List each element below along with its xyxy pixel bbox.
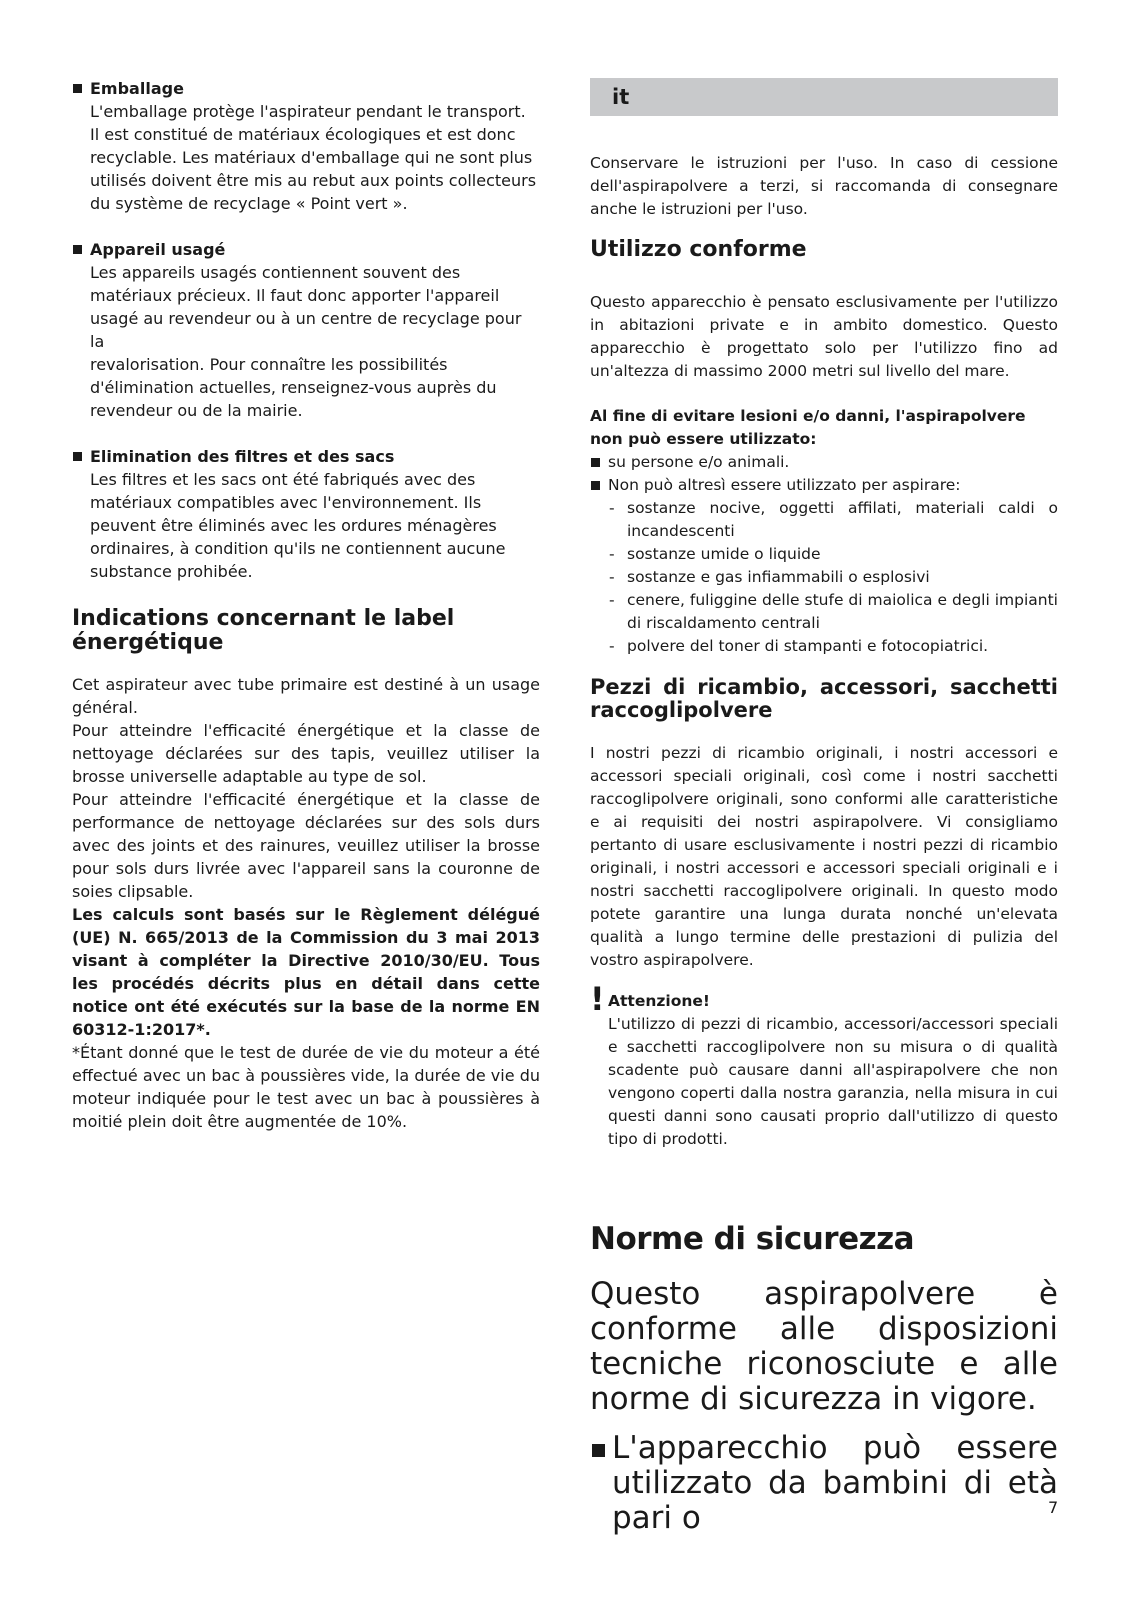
square-bullet-icon xyxy=(591,481,600,490)
list-item: - sostanze umide o liquide xyxy=(609,545,821,563)
language-code: it xyxy=(612,85,630,109)
energy-label-heading: Indications concernant le label énergétique xyxy=(72,606,455,655)
square-bullet-icon xyxy=(73,245,82,254)
safety-statement: Questo aspirapolvere è conforme alle disposizioni tecniche riconosciute e alle norme di sicurezza in vigore. xyxy=(590,1276,1058,1417)
exclamation-icon: ! xyxy=(590,980,605,1018)
disposal-block-old-appliance xyxy=(72,239,540,422)
list-item: - polvere del toner di stampanti e fotocopiatrici. xyxy=(609,637,989,655)
spare-parts-heading: Pezzi di ricambio, accessori, sacchetti raccoglipolvere xyxy=(590,675,1058,722)
list-item: - sostanze e gas infiammabili o esplosivi xyxy=(609,568,930,586)
language-bar xyxy=(590,78,1058,116)
square-bullet-icon xyxy=(592,1444,605,1457)
disposal-block-packaging xyxy=(72,78,540,215)
left-column xyxy=(72,78,540,1133)
restriction-list xyxy=(590,451,1058,497)
energy-paragraph: Pour atteindre l'efficacité énergétique et la classe de performance de nettoyage déclarées sur des sols durs avec des joints et des rainures, veuillez utiliser la brosse pour sols durs livrée avec l'appareil sans la couronne de soies clipsable. xyxy=(72,790,540,901)
page-number: 7 xyxy=(1048,1498,1059,1517)
intended-use-heading: Utilizzo conforme xyxy=(590,237,807,262)
warning-lead: Al fine di evitare lesioni e/o danni, l'aspirapolvere non può essere utilizzato: xyxy=(590,407,1026,448)
spare-parts-text: I nostri pezzi di ricambio originali, i nostri accessori e accessori speciali originali, così come i nostri sacchetti raccoglipolvere originali, sono conformi alle caratteristiche e ai requisiti dei nostri aspirapolvere. Vi consigliamo pertanto di usare esclusivamente i nostri pezzi di ricambio originali, i nostri accessori e accessori speciali originali e i nostri sacchetti raccoglipolvere originali. In questo modo potete garantire una lunga durata nonché un'elevata qualità a lungo termine delle prestazioni di pulizia del vostro aspirapolvere. xyxy=(590,744,1058,969)
energy-paragraph: Cet aspirateur avec tube primaire est destiné à un usage général. xyxy=(72,675,540,717)
block-text: Les filtres et les sacs ont été fabriqués avec des matériaux compatibles avec l'environnement. Ils peuvent être éliminés avec les ordures ménagères ordinaires, à condition qu'ils ne contiennent aucune substance prohibée. xyxy=(90,470,506,581)
substance-list xyxy=(590,497,1058,658)
block-title: Elimination des filtres et des sacs xyxy=(72,446,540,468)
intended-use-text: Questo apparecchio è pensato esclusivamente per l'utilizzo in abitazioni private e in ambito domestico. Questo apparecchio è progettato solo per l'utilizzo fino ad un'altezza di massimo 2000 metri sul livello del mare. xyxy=(590,293,1058,380)
block-text: Les appareils usagés contiennent souvent des matériaux précieux. Il faut donc apporter l'appareil usagé au revendeur ou à un centre de recyclage pour la revalorisation. Pour connaître les possibilités d'élimination actuelles, renseignez-vous auprès du revendeur ou de la mairie. xyxy=(90,263,522,420)
right-column xyxy=(590,78,1058,1536)
energy-paragraph: Pour atteindre l'efficacité énergétique et la classe de nettoyage déclarées sur des tapis, veuillez utiliser la brosse universelle adaptable au type de sol. xyxy=(72,721,540,786)
list-item: su persone e/o animali. xyxy=(590,451,1058,474)
safety-list-item: L'apparecchio può essere utilizzato da bambini di età pari o xyxy=(590,1431,1058,1536)
list-item: - cenere, fuliggine delle stufe di maiolica e degli impianti di riscaldamento centrali xyxy=(609,591,1058,632)
disposal-block-filters xyxy=(72,446,540,583)
square-bullet-icon xyxy=(591,458,600,467)
square-bullet-icon xyxy=(73,452,82,461)
intro-paragraph: Conservare le istruzioni per l'uso. In caso di cessione dell'aspirapolvere a terzi, si raccomanda di consegnare anche le istruzioni per l'uso. xyxy=(590,154,1058,218)
square-bullet-icon xyxy=(73,84,82,93)
list-item: Non può altresì essere utilizzato per aspirare: xyxy=(590,474,1058,497)
energy-regulation-note: Les calculs sont basés sur le Règlement délégué (UE) N. 665/2013 de la Commission du 3 mai 2013 visant à compléter la Directive 2010/30/EU. Tous les procédés décrits plus en détail dans cette notice ont été exécutés sur la base de la norme EN 60312-1:2017*. xyxy=(72,905,540,1039)
list-item: - sostanze nocive, oggetti affilati, materiali caldi o incandescenti xyxy=(609,499,1058,540)
block-title: Emballage xyxy=(72,78,540,100)
safety-heading: Norme di sicurezza xyxy=(590,1221,915,1257)
block-text: L'emballage protège l'aspirateur pendant le transport. Il est constitué de matériaux écologiques et est donc recyclable. Les matériaux d'emballage qui ne sont plus utilisés doivent être mis au rebut aux points collecteurs du système de recyclage « Point vert ». xyxy=(90,102,537,213)
warning-title: Attenzione! xyxy=(608,992,710,1010)
block-title: Appareil usagé xyxy=(72,239,540,261)
energy-footnote: *Étant donné que le test de durée de vie du moteur a été effectué avec un bac à poussières vide, la durée de vie du moteur indiquée pour le test avec un bac à poussières à moitié plein doit être augmentée de 10%. xyxy=(72,1043,540,1131)
warning-text: L'utilizzo di pezzi di ricambio, accessori/accessori speciali e sacchetti raccoglipolvere non su misura o di qualità scadente può causare danni all'aspirapolvere che non vengono coperti dalla nostra garanzia, nella misura in cui questi danni sono causati proprio dall'utilizzo di questo tipo di prodotti. xyxy=(608,1015,1058,1148)
warning-box xyxy=(590,980,1058,1151)
